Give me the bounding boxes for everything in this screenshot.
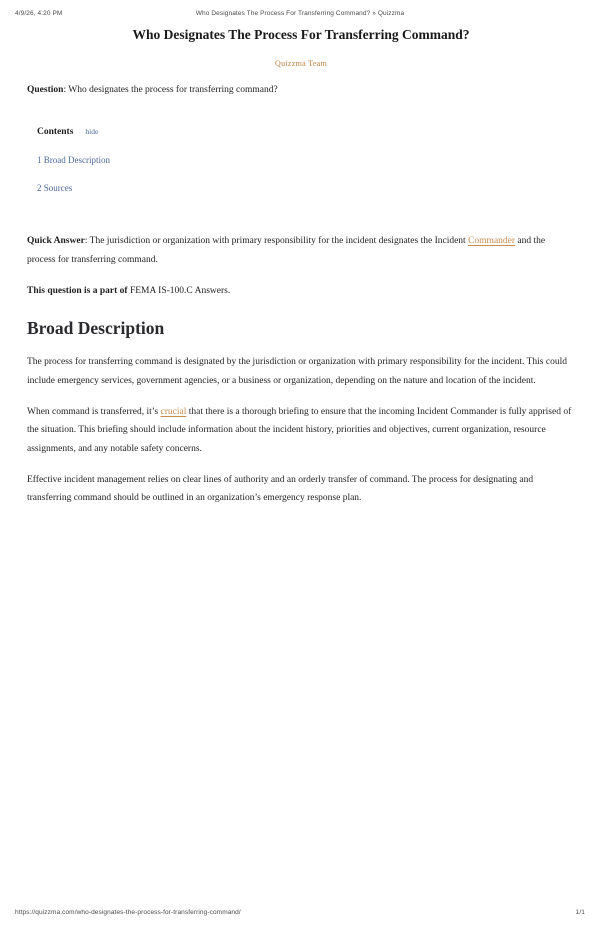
- toc-item: [37, 178, 575, 196]
- question-text: : Who designates the process for transferring command?: [63, 85, 278, 95]
- print-datetime: 4/9/26, 4:20 PM: [15, 10, 63, 17]
- print-doc-title: Who Designates The Process For Transferring Command? » Quizzma: [195, 10, 405, 17]
- quick-answer-label: Quick Answer: [27, 236, 85, 246]
- toc-item: [37, 150, 575, 168]
- paragraph-2-after: that there is a thorough briefing to ensure that the incoming Incident Commander is fully apprised of the situation. This briefing should include information about the incident history, priorities and objectives, current organization, resource assignments, and any notable safety concerns.: [27, 406, 572, 454]
- quick-answer-text-after: and the process for transferring command.: [27, 236, 546, 265]
- table-of-contents: [37, 127, 575, 196]
- part-of-line: [27, 282, 575, 301]
- paragraph-2-before: When command is transferred, it’s: [27, 406, 161, 417]
- author-link[interactable]: Quizzma Team: [275, 59, 327, 68]
- byline: [27, 53, 575, 71]
- question-label: Question: [27, 85, 64, 95]
- toc-hide-toggle[interactable]: hide: [85, 127, 99, 136]
- paragraph-2: [27, 403, 575, 459]
- print-footer: [15, 909, 585, 919]
- question-line: [27, 85, 575, 95]
- toc-link-sources[interactable]: 2 Sources: [37, 183, 73, 193]
- part-of-regular: FEMA IS-100.C Answers.: [129, 286, 231, 297]
- part-of-bold: This question is a part of: [27, 286, 130, 297]
- commander-link[interactable]: Commander: [468, 236, 516, 246]
- print-header: [15, 10, 585, 20]
- article: [27, 24, 575, 520]
- toc-header: [37, 127, 575, 137]
- paragraph-3: Effective incident management relies on clear lines of authority and an orderly transfer of command. The process for designating and transferring command should be outlined in an organization’s emergency response plan.: [27, 474, 534, 504]
- toc-heading: Contents: [37, 127, 74, 137]
- crucial-link[interactable]: crucial: [160, 406, 187, 417]
- toc-list: [37, 150, 575, 196]
- paragraph-1: The process for transferring command is designated by the jurisdiction or organization with primary responsibility for the incident. This could include emergency services, government agencies, or a business or organization, depending on the nature and location of the incident.: [27, 357, 567, 386]
- section-heading-broad-description: Broad Description: [27, 318, 165, 339]
- quick-answer-text-before: : The jurisdiction or organization with primary responsibility for the incident designates the Incident: [84, 236, 469, 246]
- quick-answer-paragraph: [27, 232, 575, 269]
- page-number: 1/1: [575, 909, 585, 916]
- toc-link-broad-description[interactable]: 1 Broad Description: [37, 155, 110, 165]
- footer-url: https://quizzma.com/who-designates-the-process-for-transferring-command/: [15, 909, 241, 916]
- page-title: Who Designates The Process For Transferring Command?: [132, 27, 470, 42]
